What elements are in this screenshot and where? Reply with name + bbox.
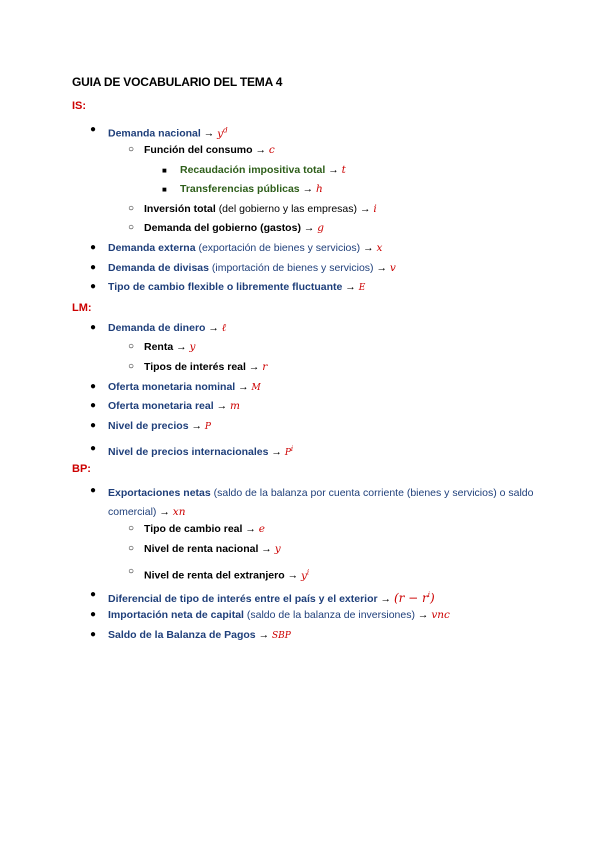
bullet-disc-icon: ● bbox=[90, 262, 97, 273]
arrow-icon: → bbox=[271, 446, 282, 458]
symbol: M bbox=[251, 383, 261, 393]
term: Demanda de divisas bbox=[108, 262, 209, 274]
bullet-disc-icon: ● bbox=[90, 281, 97, 292]
note: (saldo de la balanza por cuenta corriente (bienes y servicios) o saldo comercial) bbox=[108, 487, 534, 518]
section-is-heading: IS: bbox=[72, 100, 87, 112]
symbol: h bbox=[315, 183, 323, 195]
symbol: $y^i$ bbox=[300, 568, 310, 582]
term: Saldo de la Balanza de Pagos bbox=[108, 629, 256, 641]
bullet-circle-icon: ○ bbox=[128, 523, 135, 534]
bullet-circle-icon: ○ bbox=[128, 222, 135, 233]
term: Inversión total bbox=[144, 203, 216, 215]
arrow-icon: → bbox=[176, 341, 187, 353]
term: Transferencias públicas bbox=[180, 183, 300, 195]
term: Demanda del gobierno (gastos) bbox=[144, 222, 301, 234]
bullet-disc-icon: ● bbox=[90, 381, 97, 392]
term: Función del consumo bbox=[144, 144, 253, 156]
bullet-disc-icon: ● bbox=[90, 443, 97, 454]
symbol: m bbox=[229, 400, 240, 412]
section-bp-heading: BP: bbox=[72, 463, 91, 475]
bullet-circle-icon: ○ bbox=[128, 203, 135, 214]
arrow-icon: → bbox=[238, 381, 249, 393]
symbol: i bbox=[373, 203, 377, 215]
term: Nivel de renta nacional bbox=[144, 543, 259, 555]
symbol: c bbox=[268, 144, 275, 156]
symbol: y bbox=[189, 341, 196, 353]
arrow-icon: → bbox=[376, 262, 387, 274]
bullet-circle-icon: ○ bbox=[128, 144, 135, 155]
bullet-disc-icon: ● bbox=[90, 124, 97, 135]
symbol: ℓ bbox=[221, 322, 227, 334]
term: Oferta monetaria nominal bbox=[108, 381, 236, 393]
note: (del gobierno y las empresas) bbox=[218, 203, 358, 215]
arrow-icon: → bbox=[216, 400, 228, 412]
symbol: r bbox=[262, 361, 268, 373]
bullet-disc-icon: ● bbox=[90, 589, 97, 600]
term: Renta bbox=[144, 341, 174, 353]
bullet-circle-icon: ○ bbox=[128, 566, 135, 577]
note: (importación de bienes y servicios) bbox=[211, 262, 374, 274]
term: Tipo de cambio flexible o libremente fluctuante bbox=[108, 281, 343, 293]
bullet-square-icon: ■ bbox=[162, 166, 167, 175]
arrow-icon: → bbox=[359, 203, 371, 215]
arrow-icon: → bbox=[191, 420, 202, 432]
term: Diferencial de tipo de interés entre el país y el exterior bbox=[108, 593, 378, 605]
arrow-icon: → bbox=[258, 629, 270, 641]
term: Nivel de precios bbox=[108, 420, 189, 432]
term: Tipo de cambio real bbox=[144, 523, 243, 535]
term: Recaudación impositiva total bbox=[180, 164, 326, 176]
arrow-icon: → bbox=[159, 506, 170, 518]
arrow-icon: → bbox=[248, 361, 260, 373]
bullet-disc-icon: ● bbox=[90, 609, 97, 620]
arrow-icon: → bbox=[345, 281, 356, 293]
symbol: x bbox=[376, 242, 383, 254]
bullet-disc-icon: ● bbox=[90, 629, 97, 640]
symbol: $P^i$ bbox=[284, 445, 294, 458]
symbol: P bbox=[204, 422, 211, 432]
symbol: v bbox=[389, 262, 396, 274]
bullet-square-icon: ■ bbox=[162, 185, 167, 194]
note: (exportación de bienes y servicios) bbox=[198, 242, 361, 254]
section-lm-heading: LM: bbox=[72, 302, 92, 314]
arrow-icon: → bbox=[203, 127, 215, 140]
arrow-icon: → bbox=[287, 569, 299, 582]
symbol: $y^d$ bbox=[217, 126, 228, 140]
arrow-icon: → bbox=[255, 144, 266, 156]
symbol: e bbox=[258, 523, 265, 535]
term: Nivel de precios internacionales bbox=[108, 446, 269, 458]
symbol: vnc bbox=[431, 609, 450, 621]
symbol: y bbox=[274, 543, 281, 555]
bullet-disc-icon: ● bbox=[90, 420, 97, 431]
term: Demanda nacional bbox=[108, 127, 201, 140]
term: Exportaciones netas bbox=[108, 487, 211, 499]
arrow-icon: → bbox=[328, 164, 339, 176]
arrow-icon: → bbox=[380, 593, 392, 605]
bullet-circle-icon: ○ bbox=[128, 361, 135, 372]
term: Demanda externa bbox=[108, 242, 196, 254]
symbol: $(r - r^i)$ bbox=[393, 591, 435, 605]
term: Tipos de interés real bbox=[144, 361, 246, 373]
page-title: GUIA DE VOCABULARIO DEL TEMA 4 bbox=[72, 75, 283, 89]
symbol: xn bbox=[172, 506, 186, 518]
symbol: SBP bbox=[271, 631, 291, 641]
arrow-icon: → bbox=[303, 222, 315, 234]
bullet-disc-icon: ● bbox=[90, 242, 97, 253]
symbol: t bbox=[341, 164, 346, 176]
arrow-icon: → bbox=[363, 242, 374, 254]
arrow-icon: → bbox=[261, 543, 272, 555]
bullet-circle-icon: ○ bbox=[128, 341, 135, 352]
arrow-icon: → bbox=[417, 609, 429, 621]
term: Demanda de dinero bbox=[108, 322, 206, 334]
arrow-icon: → bbox=[302, 183, 314, 195]
term: Oferta monetaria real bbox=[108, 400, 214, 412]
bullet-disc-icon: ● bbox=[90, 322, 97, 333]
arrow-icon: → bbox=[245, 523, 256, 535]
term: Importación neta de capital bbox=[108, 609, 244, 621]
symbol: E bbox=[358, 283, 366, 293]
bullet-disc-icon: ● bbox=[90, 400, 97, 411]
term: Nivel de renta del extranjero bbox=[144, 569, 285, 582]
symbol: g bbox=[317, 222, 325, 234]
bullet-circle-icon: ○ bbox=[128, 543, 135, 554]
bullet-disc-icon: ● bbox=[90, 485, 97, 496]
note: (saldo de la balanza de inversiones) bbox=[246, 609, 415, 621]
arrow-icon: → bbox=[208, 322, 219, 334]
